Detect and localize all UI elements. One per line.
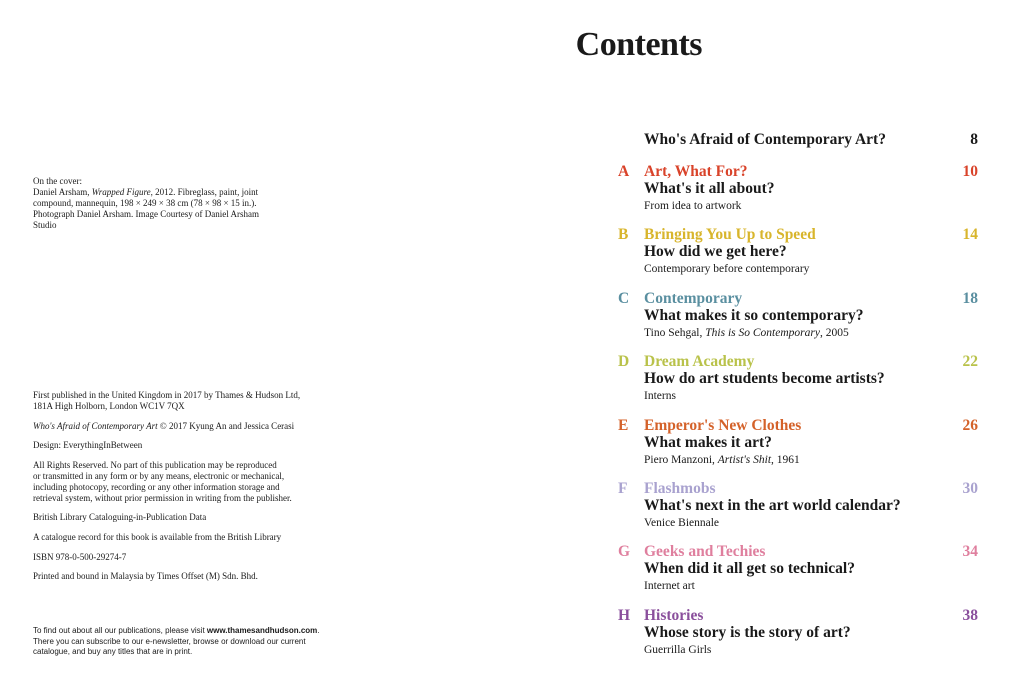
toc-entry-question: What makes it art? (644, 434, 772, 451)
rights-line-1: All Rights Reserved. No part of this publication may be reproduced (33, 459, 277, 470)
toc-intro-heading: Who's Afraid of Contemporary Art? (644, 131, 886, 148)
artwork-title: This is So Contemporary (705, 327, 820, 339)
toc-entry-page: 26 (962, 417, 978, 434)
toc-entry-question: What's next in the art world calendar? (644, 497, 901, 514)
toc-entry-page: 22 (962, 353, 978, 370)
copyright-line: Who's Afraid of Contemporary Art © 2017 Kyung An and Jessica Cerasi (33, 420, 295, 431)
toc-entry-subtitle: From idea to artwork (644, 200, 742, 212)
first-published-line-2: 181A High Holborn, London WC1V 7QX (33, 401, 185, 411)
cover-credit-line-3: Photograph Daniel Arsham. Image Courtesy of Daniel Arsham (33, 209, 259, 219)
printed-line: Printed and bound in Malaysia by Times Offset (M) Sdn. Bhd. (33, 571, 258, 582)
toc-entry-heading: Flashmobs (644, 480, 716, 497)
cover-credit-line-1: Daniel Arsham, Wrapped Figure, 2012. Fibreglass, paint, joint (33, 187, 259, 197)
toc-entry-question: What makes it so contemporary? (644, 307, 864, 324)
isbn-line: ISBN 978-0-500-29274-7 (33, 551, 127, 562)
toc-entry-letter: C (618, 290, 630, 307)
toc-entry-subtitle: Venice Biennale (644, 517, 720, 529)
toc-entry-page: 14 (962, 226, 978, 243)
toc-entry-subtitle: Contemporary before contemporary (644, 263, 810, 275)
toc-entry-subtitle: Internet art (644, 580, 695, 592)
cover-credit-line-2: compound, mannequin, 198 × 249 × 38 cm (78 × 98 × 15 in.). (33, 198, 257, 208)
artwork-title: Wrapped Figure (91, 187, 151, 197)
toc-entry-page: 38 (962, 607, 978, 624)
toc-entry-heading: Dream Academy (644, 353, 755, 370)
rights-line-3: including photocopy, recording or any other information storage and (33, 481, 280, 492)
toc-entry-subtitle: Interns (644, 390, 676, 402)
toc-entry-letter: F (618, 480, 628, 497)
toc-entry-page: 30 (962, 480, 978, 497)
toc-entry-page: 10 (962, 163, 978, 180)
toc-entry-subtitle: Guerrilla Girls (644, 644, 712, 656)
toc-entry-subtitle: Tino Sehgal, This is So Contemporary, 2005 (644, 327, 849, 339)
toc-entry-letter: A (618, 163, 630, 180)
toc-entry-letter: D (618, 353, 630, 370)
toc-intro-page: 8 (970, 131, 978, 148)
toc-entry-question: How do art students become artists? (644, 370, 885, 387)
website-url[interactable]: www.thamesandhudson.com (206, 626, 318, 635)
toc-entry-subtitle: Piero Manzoni, Artist's Shit, 1961 (644, 454, 800, 466)
toc-entry-question: How did we get here? (644, 243, 787, 260)
first-published-line-1: First published in the United Kingdom in 2017 by Thames & Hudson Ltd, (33, 390, 301, 400)
website-line-2: There you can subscribe to our e-newsletter, browse or download our current (33, 636, 306, 646)
cover-credit-line-4: Studio (33, 220, 57, 230)
toc-entry-letter: G (618, 543, 631, 560)
cover-credits (33, 176, 293, 231)
toc-entry-question: What's it all about? (644, 180, 775, 197)
artwork-title: Artist's Shit (717, 454, 772, 466)
toc-entry-letter: H (618, 607, 631, 624)
toc-entry-page: 18 (962, 290, 978, 307)
publication-info (33, 390, 323, 591)
website-line-3: catalogue, and buy any titles that are in print. (33, 647, 193, 656)
copyright-book-title: Who's Afraid of Contemporary Art (33, 420, 158, 431)
toc-entry-heading: Emperor's New Clothes (644, 417, 802, 434)
toc-entry-question: When did it all get so technical? (644, 560, 855, 577)
rights-line-4: retrieval system, without prior permission in writing from the publisher. (33, 492, 292, 503)
toc-entry-question: Whose story is the story of art? (644, 624, 851, 641)
toc-entry-letter: B (618, 226, 629, 243)
toc-entry-page: 34 (962, 543, 978, 560)
toc-entry-heading: Geeks and Techies (644, 543, 766, 560)
design-credit: Design: EverythingInBetween (33, 440, 143, 451)
toc-entry-heading: Histories (644, 607, 704, 624)
toc-entry-heading: Bringing You Up to Speed (644, 226, 816, 243)
cataloguing-line: British Library Cataloguing-in-Publication Data (33, 512, 207, 523)
toc-entry-heading: Art, What For? (644, 163, 748, 180)
toc-entry-heading: Contemporary (644, 290, 743, 307)
rights-line-2: or transmitted in any form or by any means, electronic or mechanical, (33, 470, 285, 481)
catalogue-record-line: A catalogue record for this book is available from the British Library (33, 531, 282, 542)
website-line-1: To find out about all our publications, please visit www.thamesandhudson.com. (33, 626, 320, 635)
page-title: Contents (575, 26, 702, 63)
website-note (33, 626, 333, 658)
cover-label: On the cover: (33, 176, 82, 186)
toc-entry-letter: E (618, 417, 629, 434)
right-page (510, 0, 1020, 692)
